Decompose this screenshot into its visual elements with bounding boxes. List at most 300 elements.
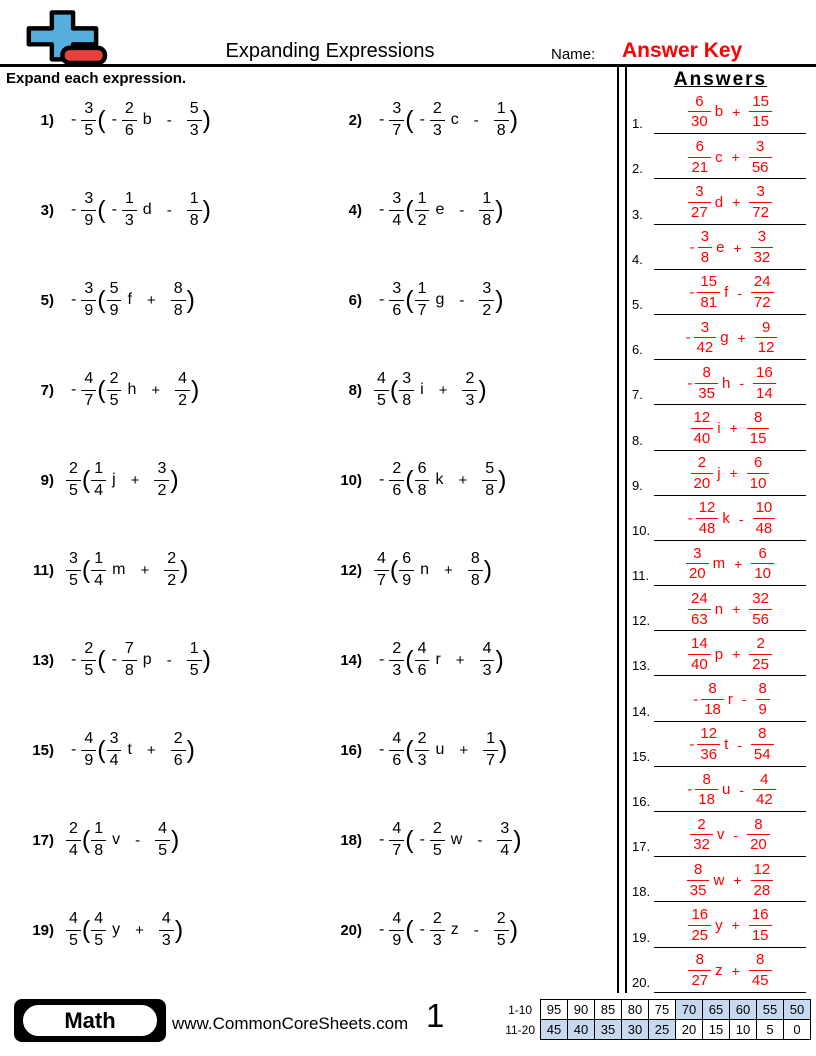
fraction-numerator: 16: [756, 363, 773, 381]
close-paren: ): [509, 915, 519, 944]
fraction-denominator: 72: [749, 202, 772, 221]
answer-item: [629, 634, 812, 679]
answer-key-value: Answer Key: [622, 39, 743, 62]
open-paren: (: [81, 825, 91, 854]
fraction-numerator: 3: [700, 318, 710, 336]
problem-item: [308, 435, 616, 525]
fraction: [468, 551, 483, 590]
open-paren: (: [81, 555, 91, 584]
minus-sign: -: [111, 201, 117, 218]
fraction: [482, 461, 497, 500]
fraction: [187, 191, 202, 230]
fraction-denominator: 15: [749, 111, 772, 130]
fraction-denominator: 5: [66, 930, 81, 950]
operator: +: [737, 329, 746, 346]
answer-expression: [654, 500, 806, 537]
fraction-denominator: 40: [691, 428, 714, 447]
answer-expression: [654, 907, 806, 944]
problem-item: [308, 255, 616, 345]
fraction-denominator: 3: [430, 120, 445, 140]
fraction-numerator: 4: [84, 369, 94, 387]
fraction-denominator: 8: [399, 390, 414, 410]
score-cell: 60: [730, 1000, 757, 1020]
expression: [374, 641, 505, 680]
fraction: [696, 500, 719, 537]
problem-item: [0, 615, 308, 705]
score-cell: 5: [757, 1020, 784, 1040]
answer-expression: [654, 184, 806, 221]
fraction-denominator: 81: [697, 292, 720, 311]
fraction-denominator: 25: [749, 654, 772, 673]
answer-expression: [654, 772, 806, 809]
fraction-numerator: 8: [708, 680, 717, 698]
fraction-numerator: 3: [700, 228, 710, 246]
fraction-denominator: 12: [755, 337, 778, 356]
fraction: [695, 772, 718, 809]
open-paren: (: [97, 285, 106, 314]
operator: -: [135, 831, 141, 849]
fraction: [187, 641, 202, 680]
close-paren: ): [191, 375, 200, 404]
answer-number: 14.: [632, 703, 651, 719]
score-cell: 40: [568, 1020, 595, 1040]
answer-number: 11.: [632, 568, 650, 584]
fraction-numerator: 16: [691, 906, 709, 924]
fraction-denominator: 6: [389, 300, 404, 320]
fraction: [691, 455, 714, 492]
fraction: [159, 911, 174, 950]
minus-sign: -: [379, 471, 385, 488]
answer-number: 4.: [632, 251, 643, 267]
fraction-denominator: 72: [751, 292, 774, 311]
fraction: [389, 101, 404, 140]
fraction: [91, 821, 106, 860]
answers-column: [629, 69, 812, 996]
operator: -: [459, 201, 465, 219]
close-paren: ): [495, 195, 504, 224]
fraction: [749, 952, 772, 989]
score-table: [504, 999, 811, 1040]
fraction: [91, 551, 106, 590]
fraction: [389, 461, 404, 500]
fraction-denominator: 3: [480, 660, 495, 680]
fraction-denominator: 5: [81, 660, 96, 680]
variable: u: [435, 741, 445, 758]
score-cell: 80: [622, 1000, 649, 1020]
open-paren: (: [389, 555, 399, 584]
fraction: [749, 636, 772, 673]
fraction-denominator: 5: [81, 120, 96, 140]
fraction: [81, 101, 96, 140]
fraction: [688, 591, 711, 628]
website-text: www.CommonCoreSheets.com: [172, 1014, 409, 1033]
answer-line: [654, 178, 806, 179]
minus-sign: -: [419, 921, 425, 938]
operator: -: [738, 510, 744, 527]
fraction-denominator: 42: [694, 337, 717, 356]
expression: [66, 461, 180, 500]
operator: -: [166, 111, 172, 129]
fraction: [747, 817, 770, 854]
fraction-denominator: 7: [389, 120, 404, 140]
variable: r: [435, 651, 441, 668]
problem-item: [0, 345, 308, 435]
fraction: [751, 862, 774, 899]
fraction-numerator: 8: [702, 770, 711, 788]
variable: d: [142, 201, 152, 218]
answer-item: [629, 860, 812, 905]
answer-line: [654, 540, 806, 541]
fraction: [66, 821, 81, 860]
fraction-denominator: 32: [751, 247, 774, 266]
minus-sign: -: [689, 239, 695, 256]
minus-sign: -: [379, 291, 385, 308]
answer-number: 2.: [632, 161, 643, 177]
answer-expression: [654, 817, 806, 854]
fraction-denominator: 6: [389, 480, 404, 500]
operator: +: [455, 651, 465, 669]
variable: j: [112, 471, 116, 488]
fraction: [749, 139, 772, 176]
fraction-denominator: 7: [374, 570, 389, 590]
variable: i: [717, 419, 721, 437]
minus-sign: -: [71, 651, 77, 668]
fraction: [81, 641, 96, 680]
fraction-denominator: 20: [691, 473, 714, 492]
score-row: [504, 1020, 810, 1040]
fraction-denominator: 8: [171, 300, 186, 320]
fraction-numerator: 8: [693, 860, 703, 878]
fraction-denominator: 8: [698, 247, 712, 266]
fraction-denominator: 9: [756, 699, 770, 718]
fraction-denominator: 45: [749, 970, 772, 989]
problem-item: [308, 705, 616, 795]
fraction: [695, 365, 718, 402]
operator: +: [444, 561, 453, 579]
fraction-denominator: 6: [389, 750, 404, 770]
fraction: [688, 94, 711, 131]
fraction-denominator: 8: [482, 480, 497, 500]
plus-minus-logo-icon: [20, 8, 112, 70]
fraction-numerator: 2: [465, 369, 475, 387]
answer-line: [654, 585, 806, 586]
operator: +: [151, 381, 161, 399]
fraction-denominator: 9: [81, 300, 96, 320]
expression: [66, 911, 184, 950]
operator: +: [732, 646, 741, 663]
close-paren: ): [202, 105, 211, 134]
problem-item: [308, 345, 616, 435]
problem-number: 12): [340, 561, 362, 579]
expression: [374, 911, 519, 950]
problem-number: 1): [40, 111, 54, 129]
variable: e: [716, 239, 725, 256]
fraction: [374, 551, 389, 590]
open-paren: (: [405, 735, 414, 764]
fraction-denominator: 5: [66, 480, 81, 500]
answer-line: [654, 901, 806, 902]
fraction-numerator: 2: [69, 819, 78, 837]
variable: b: [714, 103, 724, 121]
minus-sign: -: [71, 111, 77, 128]
fraction: [122, 101, 137, 140]
expression: [374, 821, 523, 860]
fraction-numerator: 3: [109, 729, 119, 747]
fraction-numerator: 7: [124, 639, 134, 657]
score-cell: 70: [676, 1000, 703, 1020]
fraction: [494, 911, 509, 950]
problem-number: 13): [32, 651, 54, 669]
operator: +: [732, 194, 741, 211]
operator: -: [737, 736, 742, 753]
score-cell: 0: [784, 1020, 811, 1040]
close-paren: ): [202, 645, 211, 674]
fraction-denominator: 32: [690, 834, 713, 853]
problems-grid: [0, 75, 616, 975]
fraction: [479, 281, 494, 320]
answer-expression: [654, 139, 806, 176]
problem-item: [0, 885, 308, 975]
fraction: [688, 636, 711, 673]
fraction: [753, 365, 776, 402]
answer-number: 10.: [632, 522, 651, 538]
fraction-numerator: 3: [69, 549, 78, 567]
close-paren: ): [495, 285, 504, 314]
fraction-numerator: 10: [755, 499, 773, 517]
fraction: [66, 551, 81, 590]
fraction: [494, 101, 509, 140]
fraction: [389, 911, 404, 950]
fraction-denominator: 2: [415, 210, 430, 230]
close-paren: ): [186, 285, 195, 314]
fraction-denominator: 5: [107, 390, 122, 410]
variable: p: [142, 651, 152, 668]
operator: +: [729, 420, 738, 437]
score-cell: 20: [676, 1020, 703, 1040]
answer-item: [629, 770, 812, 815]
minus-sign: -: [379, 831, 385, 848]
fraction-denominator: 56: [749, 609, 772, 628]
fraction: [698, 229, 712, 266]
fraction: [687, 862, 710, 899]
operator: +: [731, 962, 740, 979]
fraction-numerator: 4: [392, 819, 402, 837]
variable: h: [127, 381, 137, 398]
fraction-numerator: 24: [753, 273, 771, 291]
fraction: [374, 371, 389, 410]
answer-line: [654, 224, 806, 225]
fraction: [122, 191, 137, 230]
fraction: [749, 184, 772, 221]
fraction-denominator: 36: [697, 744, 720, 763]
operator: -: [473, 921, 479, 939]
fraction: [747, 410, 770, 447]
expression: [374, 191, 505, 230]
problem-number: 9): [40, 471, 54, 489]
answers-list: [629, 92, 812, 996]
open-paren: (: [405, 195, 414, 224]
close-paren: ): [509, 105, 519, 134]
fraction-numerator: 32: [752, 589, 769, 607]
fraction: [749, 591, 772, 628]
minus-sign: -: [689, 736, 695, 754]
operator: +: [732, 103, 741, 120]
answer-number: 7.: [632, 387, 643, 403]
fraction: [81, 731, 96, 770]
fraction-numerator: 8: [753, 409, 763, 426]
variable: w: [713, 871, 725, 889]
fraction-denominator: 15: [747, 428, 770, 447]
close-paren: ): [171, 825, 180, 854]
minus-sign: -: [379, 741, 385, 758]
answer-expression: [654, 274, 806, 311]
fraction-numerator: 4: [69, 909, 78, 927]
answers-heading: Answers: [673, 69, 768, 90]
variable: c: [715, 148, 723, 166]
fraction-denominator: 4: [497, 840, 512, 860]
problem-number: 11): [33, 561, 54, 579]
fraction-numerator: 1: [94, 459, 104, 477]
score-row-label: 11-20: [505, 1022, 535, 1037]
answer-item: [629, 499, 812, 544]
fraction-numerator: 2: [392, 639, 402, 657]
fraction-denominator: 3: [122, 210, 137, 230]
problem-number: 14): [340, 651, 362, 669]
operator: +: [734, 555, 743, 572]
fraction: [701, 681, 724, 718]
fraction: [154, 461, 169, 500]
variable: m: [712, 555, 726, 573]
variable: w: [450, 831, 463, 848]
operator: +: [729, 465, 738, 482]
close-paren: ): [174, 915, 184, 944]
problem-item: [0, 165, 308, 255]
fraction-numerator: 2: [392, 459, 402, 477]
fraction: [483, 731, 498, 770]
problem-number: 15): [32, 741, 54, 759]
fraction: [66, 911, 81, 950]
fraction: [480, 641, 495, 680]
minus-sign: -: [71, 741, 77, 758]
fraction-denominator: 5: [494, 930, 509, 950]
score-cell: 95: [541, 1000, 568, 1020]
open-paren: (: [97, 735, 106, 764]
fraction-numerator: 3: [756, 137, 765, 155]
fraction-denominator: 8: [122, 660, 137, 680]
fraction-denominator: 4: [66, 840, 81, 860]
minus-sign: -: [687, 781, 693, 799]
answer-item: [629, 228, 812, 273]
fraction-denominator: 10: [751, 563, 774, 582]
fraction-denominator: 28: [751, 880, 774, 899]
fraction-numerator: 12: [700, 725, 718, 743]
score-cell: 35: [595, 1020, 622, 1040]
fraction: [107, 371, 122, 410]
fraction-denominator: 5: [374, 390, 389, 410]
answer-number: 13.: [632, 658, 651, 674]
score-cell: 65: [703, 1000, 730, 1020]
answer-item: [629, 905, 812, 950]
answer-line: [654, 404, 806, 405]
fraction-numerator: 4: [84, 729, 94, 747]
answer-number: 15.: [632, 748, 651, 764]
fraction-numerator: 24: [691, 589, 708, 607]
fraction: [155, 821, 170, 860]
variable: f: [127, 291, 132, 308]
fraction-numerator: 4: [417, 639, 427, 657]
variable: i: [420, 381, 424, 398]
problem-item: [308, 525, 616, 615]
close-paren: ): [499, 735, 508, 764]
operator: -: [733, 826, 739, 843]
fraction-numerator: 8: [756, 951, 765, 969]
fraction-numerator: 8: [470, 549, 480, 567]
answer-item: [629, 182, 812, 227]
fraction: [430, 101, 445, 140]
fraction-numerator: 3: [392, 189, 402, 207]
fraction: [389, 281, 404, 320]
fraction-numerator: 4: [392, 909, 402, 927]
open-paren: (: [97, 375, 106, 404]
fraction-denominator: 8: [187, 210, 202, 230]
variable: b: [142, 111, 152, 128]
fraction-numerator: 2: [417, 729, 427, 747]
answer-expression: [654, 636, 806, 673]
fraction-numerator: 6: [753, 454, 763, 472]
expression: [66, 371, 200, 410]
fraction-numerator: 15: [700, 273, 718, 291]
fraction: [756, 681, 770, 718]
fraction: [688, 952, 711, 989]
minus-sign: -: [419, 831, 425, 848]
brand-label: Math: [21, 1003, 159, 1038]
fraction: [389, 641, 404, 680]
fraction-numerator: 3: [84, 189, 94, 207]
close-paren: ): [478, 375, 487, 404]
variable: v: [112, 831, 121, 848]
variable: m: [112, 561, 126, 578]
problem-number: 5): [40, 291, 54, 309]
instruction-text: Expand each expression.: [6, 70, 187, 87]
fraction: [749, 907, 772, 944]
open-paren: (: [405, 645, 414, 674]
fraction-numerator: 3: [157, 459, 167, 477]
answer-expression: [654, 591, 806, 628]
operator: -: [739, 781, 744, 798]
fraction-numerator: 4: [161, 909, 171, 927]
answer-line: [654, 359, 806, 360]
problem-item: [308, 75, 616, 165]
fraction-numerator: 4: [377, 549, 386, 567]
fraction-numerator: 3: [84, 279, 94, 297]
variable: y: [715, 916, 723, 934]
problem-item: [0, 75, 308, 165]
fraction-numerator: 4: [392, 729, 402, 747]
fraction: [171, 281, 186, 320]
fraction-denominator: 48: [696, 518, 719, 537]
fraction-numerator: 16: [751, 906, 769, 924]
header-rule: [0, 64, 816, 67]
brand-badge: [14, 999, 166, 1042]
fraction-denominator: 5: [66, 570, 81, 590]
minus-sign: -: [111, 651, 117, 668]
fraction-denominator: 5: [187, 660, 202, 680]
fraction-numerator: 8: [758, 725, 767, 743]
minus-sign: -: [689, 284, 695, 302]
answer-line: [654, 721, 806, 722]
fraction: [81, 371, 96, 410]
fraction-denominator: 30: [688, 111, 711, 130]
